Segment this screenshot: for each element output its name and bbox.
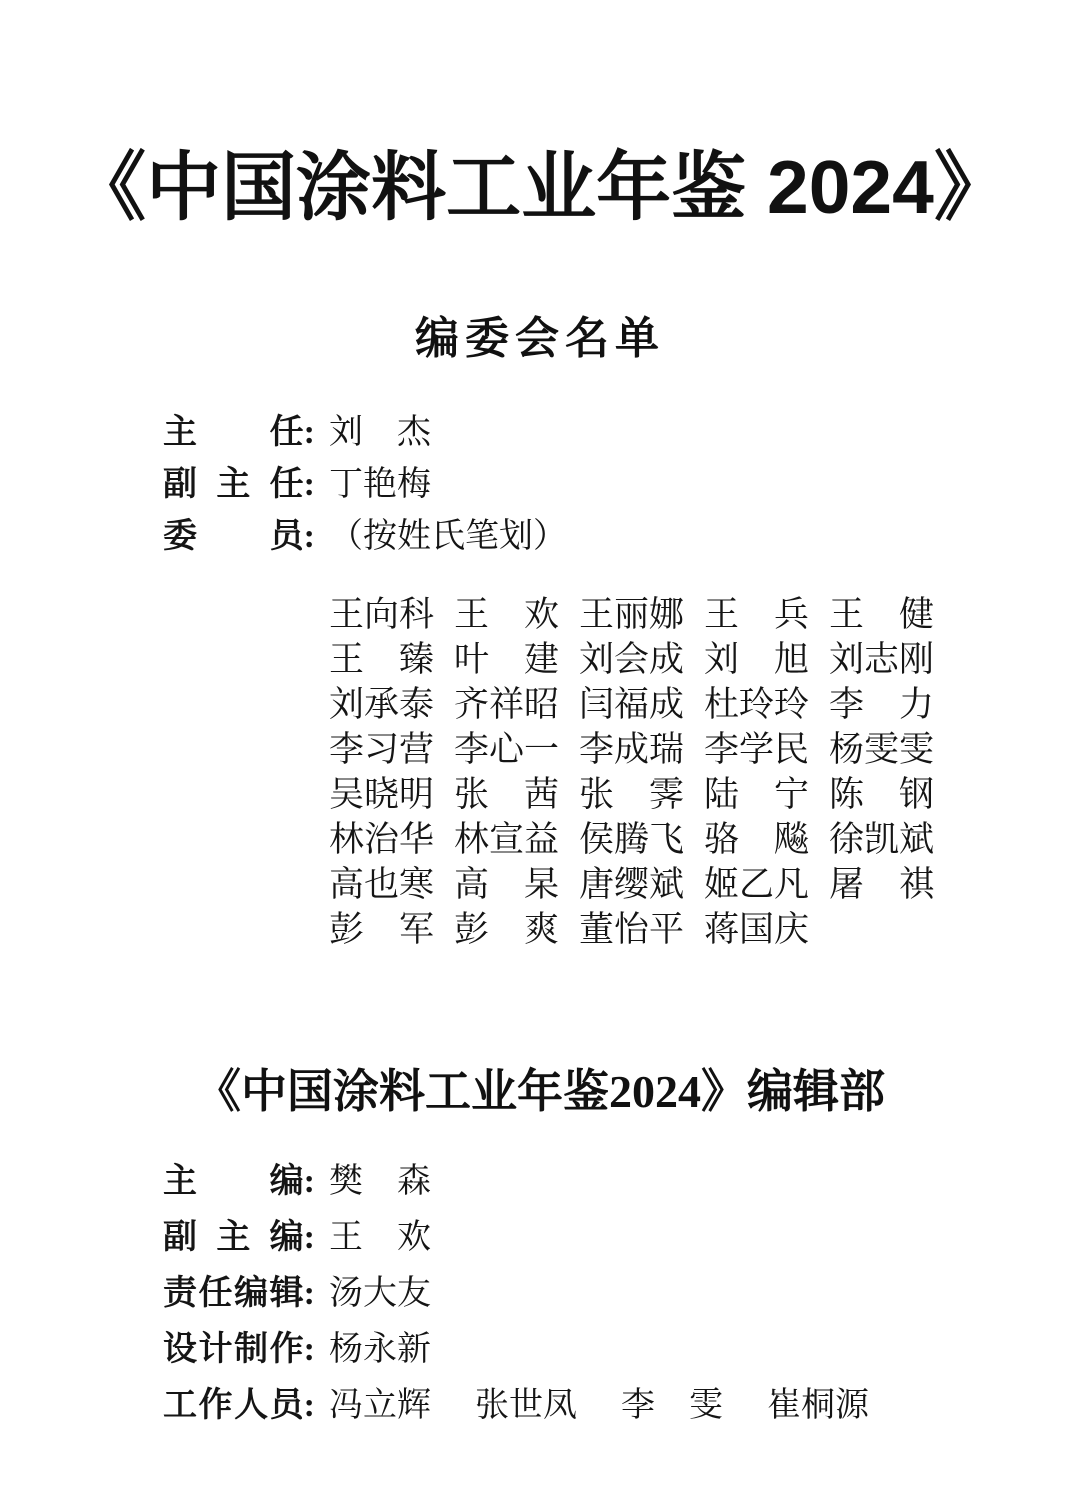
label-char: 人 (234, 1386, 269, 1424)
member-name: 叶 建 (454, 639, 560, 679)
role-value-deputy-director: 丁艳梅 (329, 465, 431, 503)
label-char: 编: (269, 1162, 315, 1200)
staff-name: 张世凤 (475, 1386, 577, 1424)
label-char: 员: (269, 1386, 315, 1424)
member-name: 刘志刚 (829, 639, 935, 679)
editorial-roles (163, 1161, 1080, 1441)
label-char: 任: (269, 465, 315, 503)
member-name: 杨雯雯 (829, 729, 935, 769)
role-label-design-production (163, 1329, 315, 1372)
label-char: 任 (198, 1274, 233, 1312)
label-char: 作: (269, 1330, 315, 1368)
member-name: 李成瑞 (579, 729, 685, 769)
member-name: 齐祥昭 (454, 684, 560, 724)
label-char: 计 (198, 1330, 233, 1368)
label-char: 主 (216, 1218, 251, 1256)
member-name: 蒋国庆 (704, 909, 810, 949)
role-label-deputy-chief-editor (163, 1217, 315, 1260)
role-row-chief-editor (163, 1161, 1080, 1217)
role-label-staff (163, 1385, 315, 1428)
label-char: 主 (216, 465, 251, 503)
role-label-members (163, 516, 315, 559)
label-char: 委 (163, 517, 197, 555)
member-name: 张 茜 (454, 774, 560, 814)
member-name: 李习营 (329, 729, 435, 769)
label-char: 辑: (269, 1274, 315, 1312)
member-name: 高也寒 (329, 864, 435, 904)
label-char: 制 (234, 1330, 269, 1368)
member-name: 屠 祺 (829, 864, 935, 904)
member-name: 侯腾飞 (579, 819, 685, 859)
label-char: 责 (163, 1274, 197, 1312)
role-label-executive-editor (163, 1273, 315, 1316)
member-name: 王 臻 (329, 639, 435, 679)
role-row-design-production (163, 1329, 1080, 1385)
label-char: 副 (163, 465, 197, 503)
member-name: 刘 旭 (704, 639, 810, 679)
label-char: 员: (269, 517, 315, 555)
member-name: 张 霁 (579, 774, 685, 814)
label-char: 工 (163, 1386, 197, 1424)
role-label-chief-editor (163, 1161, 315, 1204)
member-name: 林治华 (329, 819, 435, 859)
member-name: 李学民 (704, 729, 810, 769)
member-name: 高 杲 (454, 864, 560, 904)
label-char: 主 (163, 413, 197, 451)
member-name: 姬乙凡 (704, 864, 810, 904)
member-name: 李 力 (829, 684, 935, 724)
member-name: 杜玲玲 (704, 684, 810, 724)
role-value-director: 刘 杰 (329, 413, 431, 451)
member-name: 王 欢 (454, 594, 560, 634)
member-name: 王丽娜 (579, 594, 685, 634)
committee-members-grid (329, 592, 1080, 952)
role-value-design-production: 杨永新 (329, 1330, 431, 1368)
role-value-deputy-chief-editor: 王 欢 (329, 1218, 431, 1256)
member-name: 骆 飚 (704, 819, 810, 859)
role-value-chief-editor: 樊 森 (329, 1162, 431, 1200)
role-row-director (163, 412, 1080, 464)
member-name: 彭 军 (329, 909, 435, 949)
role-row-deputy-chief-editor (163, 1217, 1080, 1273)
label-char: 编: (269, 1218, 315, 1256)
member-name: 陆 宁 (704, 774, 810, 814)
role-label-deputy-director (163, 464, 315, 507)
member-name: 闫福成 (579, 684, 685, 724)
member-name: 董怡平 (579, 909, 685, 949)
editorial-heading: 《中国涂料工业年鉴2024》编辑部 (195, 1065, 885, 1117)
member-name: 李心一 (454, 729, 560, 769)
member-name: 陈 钢 (829, 774, 935, 814)
member-name: 唐缨斌 (579, 864, 685, 904)
label-char: 编 (234, 1274, 269, 1312)
label-char: 作 (198, 1386, 233, 1424)
label-char: 设 (163, 1330, 197, 1368)
member-name: 刘承泰 (329, 684, 435, 724)
label-char: 主 (163, 1162, 197, 1200)
staff-name: 冯立辉 (329, 1386, 431, 1424)
label-char: 任: (269, 413, 315, 451)
member-name: 吴晓明 (329, 774, 435, 814)
role-row-deputy-director (163, 464, 1080, 516)
role-row-staff (163, 1385, 1080, 1441)
member-name: 王 兵 (704, 594, 810, 634)
member-name: 王 健 (829, 594, 935, 634)
committee-roles (163, 412, 1080, 568)
member-name: 刘会成 (579, 639, 685, 679)
staff-name: 崔桐源 (767, 1386, 869, 1424)
page-title: 《中国涂料工业年鉴 2024》 (71, 145, 1009, 229)
member-name: 徐凯斌 (829, 819, 935, 859)
role-row-members (163, 516, 1080, 568)
member-name: 林宣益 (454, 819, 560, 859)
member-name: 王向科 (329, 594, 435, 634)
staff-name-list (329, 1385, 869, 1428)
role-value-executive-editor: 汤大友 (329, 1274, 431, 1312)
role-row-executive-editor (163, 1273, 1080, 1329)
role-label-director (163, 412, 315, 455)
staff-name: 李 雯 (621, 1386, 723, 1424)
label-char: 副 (163, 1218, 197, 1256)
role-value-members-note: （按姓氏笔划） (329, 517, 567, 555)
member-name: 彭 爽 (454, 909, 560, 949)
committee-heading: 编委会名单 (415, 314, 665, 363)
